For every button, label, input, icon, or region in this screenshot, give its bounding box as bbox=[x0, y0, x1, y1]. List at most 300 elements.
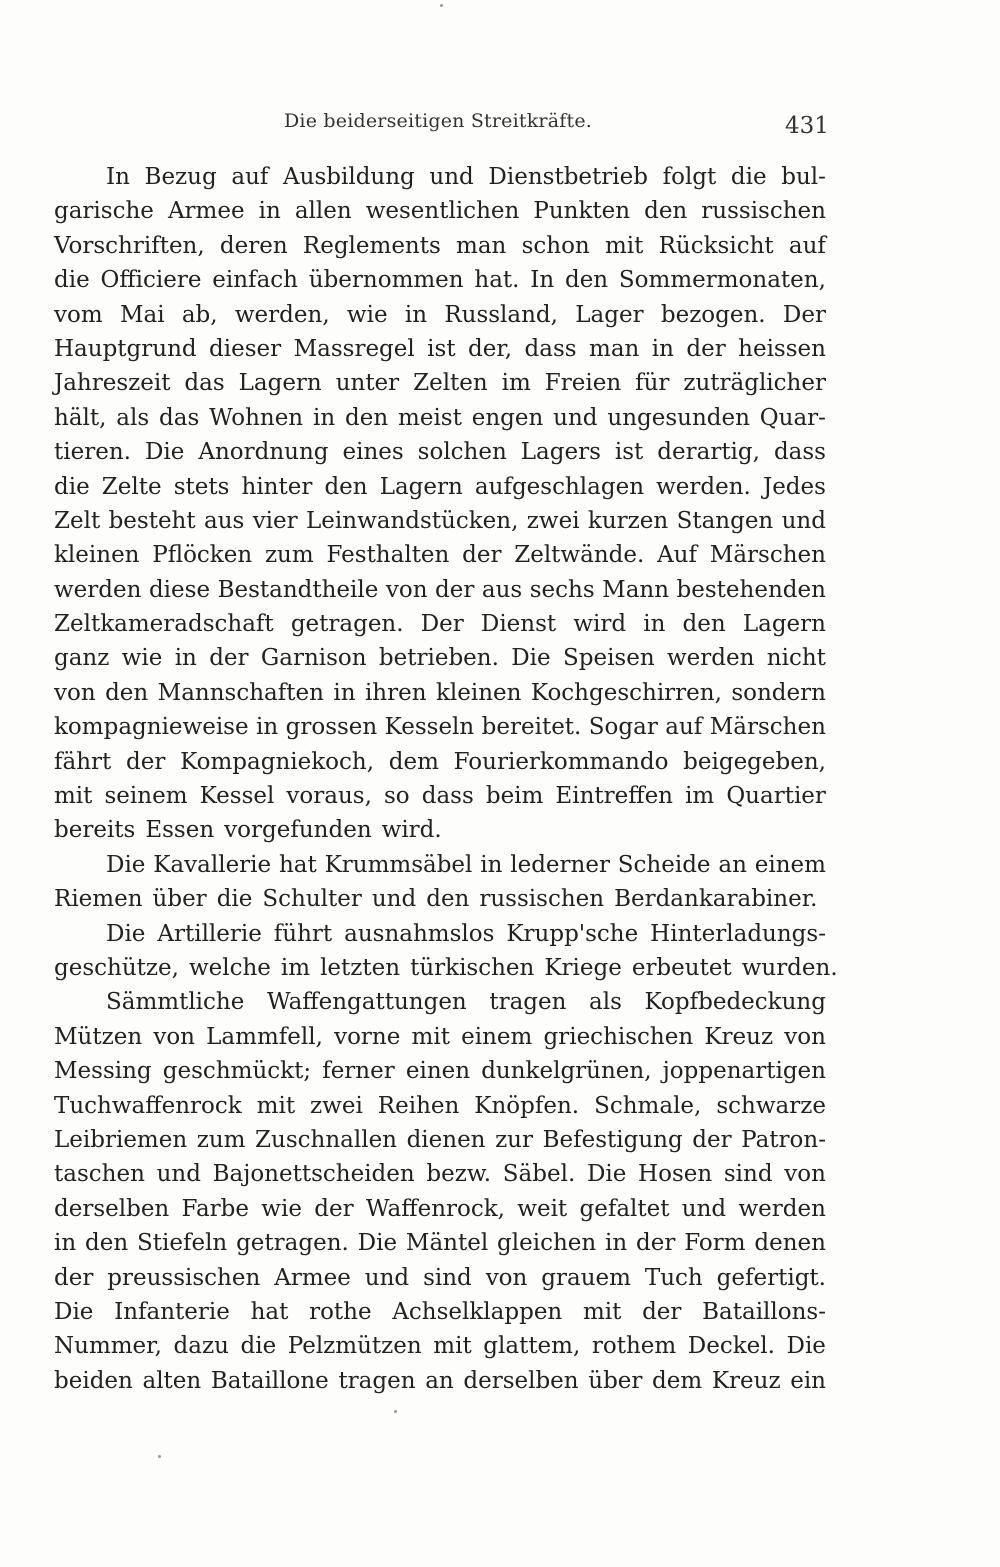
word: die bbox=[54, 473, 90, 500]
word: Waffengattungen bbox=[266, 989, 467, 1016]
word: ihren bbox=[364, 679, 427, 706]
word: vier bbox=[252, 507, 298, 534]
word: Märschen bbox=[709, 542, 826, 569]
word: Riemen bbox=[54, 886, 143, 913]
word: beiden bbox=[54, 1367, 133, 1394]
word: Kesseln bbox=[384, 714, 475, 741]
word: wesentlichen bbox=[365, 198, 520, 225]
word: Lammfell, bbox=[206, 1023, 323, 1050]
word: der bbox=[314, 1195, 354, 1222]
word: Russland, bbox=[444, 301, 558, 328]
word: solchen bbox=[417, 439, 507, 466]
word: die bbox=[54, 267, 90, 294]
word: Schulter bbox=[262, 886, 362, 913]
word: aus bbox=[481, 576, 523, 603]
word: In bbox=[106, 164, 130, 190]
word: folgt bbox=[662, 164, 717, 190]
text-line bbox=[54, 332, 826, 366]
word: an bbox=[425, 1367, 454, 1394]
word: Dienstbetrieb bbox=[488, 164, 648, 190]
word: Zeltwände. bbox=[514, 542, 645, 569]
word: ist bbox=[614, 439, 644, 466]
word: fährt bbox=[54, 748, 112, 775]
word: Tuchwaffenrock bbox=[54, 1092, 242, 1119]
word: Mützen bbox=[54, 1023, 143, 1050]
word: beim bbox=[485, 783, 544, 810]
word: der bbox=[209, 645, 249, 672]
text-line bbox=[54, 641, 826, 675]
word: Die bbox=[106, 851, 146, 878]
word: die bbox=[240, 1333, 277, 1360]
word: Mäntel bbox=[405, 1230, 489, 1257]
word: Infanterie bbox=[114, 1298, 230, 1325]
word: als bbox=[589, 989, 622, 1016]
word: Officiere bbox=[100, 267, 202, 294]
word: sechs bbox=[529, 576, 595, 603]
word: werden, bbox=[234, 301, 330, 328]
word: zwei bbox=[526, 507, 580, 534]
text-line bbox=[54, 882, 826, 916]
word: zum bbox=[196, 1126, 246, 1153]
word: man bbox=[589, 335, 640, 362]
word: und bbox=[371, 886, 417, 913]
word: Tuch bbox=[644, 1264, 703, 1291]
word: getragen. bbox=[290, 611, 404, 638]
text-line bbox=[54, 1329, 826, 1363]
word: Punkten bbox=[533, 198, 631, 225]
word: Zeltkameradschaft bbox=[54, 611, 274, 638]
word: und bbox=[364, 1264, 410, 1291]
word: bereits bbox=[54, 817, 136, 844]
text-line bbox=[54, 1020, 826, 1054]
word: welche bbox=[188, 954, 271, 981]
word: in bbox=[651, 335, 674, 362]
word: Kochgeschirren, bbox=[530, 679, 722, 706]
word: der bbox=[126, 748, 166, 775]
word: Lagern bbox=[238, 370, 322, 397]
word: lederner bbox=[510, 851, 610, 878]
word: bezogen. bbox=[660, 301, 766, 328]
word: Kessel bbox=[199, 783, 275, 810]
word: Zelten bbox=[413, 370, 488, 397]
text-line bbox=[54, 366, 826, 400]
word: dass bbox=[773, 439, 826, 466]
word: Hosen bbox=[638, 1161, 713, 1188]
word: von bbox=[153, 1023, 195, 1050]
word: werden. bbox=[656, 473, 751, 500]
word: bereitet. bbox=[481, 714, 582, 741]
word: so bbox=[383, 783, 410, 810]
word: Die bbox=[54, 1298, 94, 1325]
word: ab, bbox=[181, 301, 218, 328]
word: für bbox=[635, 370, 670, 397]
text-line bbox=[54, 745, 826, 779]
word: Form bbox=[684, 1230, 746, 1257]
word: bestehenden bbox=[676, 576, 826, 603]
text-line bbox=[54, 263, 826, 297]
word: in bbox=[54, 1230, 77, 1257]
word: Festhalten bbox=[326, 542, 450, 569]
word: auf bbox=[788, 232, 826, 259]
word: mit bbox=[256, 1092, 296, 1119]
word: Stangen bbox=[676, 507, 774, 534]
word: Zelte bbox=[101, 473, 162, 500]
word: Der bbox=[782, 301, 826, 328]
word: einem bbox=[754, 851, 826, 878]
word: heissen bbox=[738, 335, 826, 362]
text-line bbox=[54, 1157, 826, 1191]
word: Krummsäbel bbox=[324, 851, 473, 878]
word: dass bbox=[524, 335, 577, 362]
word: voraus, bbox=[286, 783, 372, 810]
word: vorne bbox=[334, 1023, 401, 1050]
text-line bbox=[54, 1123, 826, 1157]
word: Achselklappen bbox=[392, 1298, 563, 1325]
word: über bbox=[152, 886, 207, 913]
word: wurden. bbox=[741, 954, 838, 981]
word: der bbox=[462, 542, 502, 569]
text-line bbox=[54, 607, 826, 641]
word: der bbox=[642, 1298, 682, 1325]
word: taschen bbox=[54, 1161, 145, 1188]
word: Quar- bbox=[759, 404, 826, 431]
word: von bbox=[385, 576, 428, 603]
word: das bbox=[159, 404, 200, 431]
word: dunkelgrünen, bbox=[481, 1058, 652, 1085]
word: werden bbox=[667, 645, 755, 672]
word: seinem bbox=[104, 783, 188, 810]
word: stets bbox=[173, 473, 230, 500]
word: Märschen bbox=[709, 714, 826, 741]
word: Die bbox=[357, 1230, 398, 1257]
word: von bbox=[784, 1023, 826, 1050]
word: schon bbox=[521, 232, 590, 259]
word: Vorschriften, bbox=[54, 232, 205, 259]
word: und bbox=[156, 1161, 201, 1188]
word: Lagers bbox=[520, 439, 601, 466]
word: derartig, bbox=[657, 439, 760, 466]
word: im bbox=[280, 954, 311, 981]
word: Bataillons- bbox=[702, 1298, 826, 1325]
text-line bbox=[54, 1192, 826, 1226]
word: schwarze bbox=[716, 1092, 826, 1119]
word: dem bbox=[388, 748, 439, 775]
word: garische bbox=[54, 198, 154, 225]
word: Berdankarabiner. bbox=[614, 886, 818, 913]
word: Quartier bbox=[726, 783, 826, 810]
word: Hauptgrund bbox=[54, 335, 197, 362]
word: Lagern bbox=[742, 611, 826, 638]
word: sind bbox=[723, 1161, 773, 1188]
text-line bbox=[54, 194, 826, 228]
word: bezw. bbox=[426, 1161, 492, 1188]
word: Die bbox=[144, 439, 185, 466]
text-line bbox=[54, 1054, 826, 1088]
word: deren bbox=[219, 232, 288, 259]
word: Reihen bbox=[377, 1092, 460, 1119]
word: Massregel bbox=[293, 335, 415, 362]
word: Auf bbox=[657, 542, 697, 569]
word: in bbox=[174, 645, 197, 672]
text-line bbox=[54, 1261, 826, 1295]
word: kleinen bbox=[435, 679, 522, 706]
word: mit bbox=[411, 1023, 450, 1050]
word: und bbox=[781, 507, 826, 534]
word: Kriege bbox=[544, 954, 622, 981]
word: zuträglicher bbox=[683, 370, 826, 397]
word: Freien bbox=[544, 370, 622, 397]
word: in bbox=[404, 301, 428, 328]
word: man bbox=[456, 232, 507, 259]
word: Mann bbox=[602, 576, 670, 603]
word: den bbox=[345, 404, 389, 431]
word: Deckel. bbox=[687, 1333, 775, 1360]
word: Speisen bbox=[562, 645, 655, 672]
text-line bbox=[54, 1364, 826, 1398]
word: Die bbox=[586, 1161, 627, 1188]
word: geschütze, bbox=[54, 954, 179, 981]
print-speck bbox=[394, 1410, 397, 1413]
word: Sogar bbox=[588, 714, 658, 741]
print-speck bbox=[158, 1455, 161, 1458]
word: den bbox=[85, 1230, 129, 1257]
word: Die bbox=[786, 1333, 826, 1360]
word: kurzen bbox=[587, 507, 669, 534]
word: rothem bbox=[591, 1333, 677, 1360]
word: Befestigung bbox=[542, 1126, 683, 1153]
word: ungesunden bbox=[607, 404, 750, 431]
word: In bbox=[530, 267, 555, 294]
word: übernommen bbox=[308, 267, 464, 294]
body-text bbox=[54, 160, 838, 1398]
word: Lager bbox=[575, 301, 644, 328]
word: Pelzmützen bbox=[287, 1333, 422, 1360]
word: zum bbox=[264, 542, 314, 569]
word: Hinterladungs- bbox=[650, 920, 826, 947]
word: auf bbox=[665, 714, 703, 741]
text-line bbox=[54, 573, 826, 607]
word: der bbox=[686, 335, 726, 362]
word: sind bbox=[423, 1264, 472, 1291]
word: nicht bbox=[766, 645, 826, 672]
word: Sämmtliche bbox=[106, 989, 245, 1016]
text-line bbox=[54, 1089, 826, 1123]
word: Messing bbox=[54, 1058, 152, 1085]
word: mit bbox=[433, 1333, 472, 1360]
word: von bbox=[784, 1161, 826, 1188]
word: hat. bbox=[474, 267, 520, 294]
word: tragen bbox=[338, 1367, 416, 1394]
word: in bbox=[333, 679, 356, 706]
word: geschmückt; bbox=[162, 1058, 312, 1085]
text-line bbox=[54, 779, 826, 813]
word: Artillerie bbox=[157, 920, 262, 947]
word: und bbox=[429, 164, 474, 190]
word: werden bbox=[738, 1195, 826, 1222]
word: Armee bbox=[167, 198, 245, 225]
word: im bbox=[501, 370, 531, 397]
text-line bbox=[54, 538, 826, 572]
word: Fourierkommando bbox=[453, 748, 669, 775]
text-line bbox=[54, 985, 826, 1019]
word: ein bbox=[790, 1367, 826, 1394]
word: Die bbox=[106, 920, 146, 947]
word: eines bbox=[342, 439, 404, 466]
word: rothe bbox=[309, 1298, 372, 1325]
word: engen bbox=[471, 404, 544, 431]
page-number: 431 bbox=[785, 113, 829, 139]
word: Pflöcken bbox=[152, 542, 253, 569]
word: Krupp'sche bbox=[506, 920, 639, 947]
word: gleichen bbox=[497, 1230, 597, 1257]
word: Mai bbox=[119, 301, 165, 328]
word: an bbox=[718, 851, 747, 878]
text-line bbox=[54, 1295, 826, 1329]
word: Dienst bbox=[480, 611, 557, 638]
word: mit bbox=[54, 783, 93, 810]
word: werden bbox=[54, 576, 142, 603]
word: kompagnieweise bbox=[54, 714, 249, 741]
running-head: Die beiderseitigen Streitkräfte. bbox=[284, 110, 592, 132]
word: ist bbox=[427, 335, 456, 362]
word: türkischen bbox=[410, 954, 535, 981]
word: dazu bbox=[173, 1333, 229, 1360]
word: glattem, bbox=[483, 1333, 581, 1360]
word: der bbox=[692, 1126, 732, 1153]
word: aufgeschlagen bbox=[474, 473, 645, 500]
word: Säbel. bbox=[502, 1161, 576, 1188]
word: Eintreffen bbox=[555, 783, 673, 810]
text-line bbox=[54, 1226, 826, 1260]
word: preussischen bbox=[107, 1264, 261, 1291]
word: Patron- bbox=[741, 1126, 826, 1153]
word: dass bbox=[421, 783, 474, 810]
word: dieser bbox=[209, 335, 282, 362]
word: auf bbox=[231, 164, 269, 190]
word: Kreuz bbox=[711, 1367, 781, 1394]
word: unter bbox=[335, 370, 400, 397]
word: Kavallerie bbox=[153, 851, 272, 878]
word: aus bbox=[203, 507, 245, 534]
word: derselben bbox=[463, 1367, 579, 1394]
word: Bezug bbox=[144, 164, 217, 190]
word: kleinen bbox=[54, 542, 140, 569]
word: Leinwandstücken, bbox=[306, 507, 519, 534]
word: einem bbox=[461, 1023, 533, 1050]
word: vorgefunden bbox=[224, 817, 372, 844]
word: Essen bbox=[145, 817, 215, 844]
word: Zelt bbox=[54, 507, 101, 534]
word: Reglements bbox=[302, 232, 441, 259]
word: derselben bbox=[54, 1195, 170, 1222]
word: tieren. bbox=[54, 439, 131, 466]
word: einen bbox=[405, 1058, 471, 1085]
word: der bbox=[54, 1264, 94, 1291]
word: Jedes bbox=[762, 473, 826, 500]
word: Ausbildung bbox=[283, 164, 415, 190]
word: russischen bbox=[479, 886, 605, 913]
word: alten bbox=[142, 1367, 202, 1394]
word: der bbox=[435, 576, 475, 603]
word: diese bbox=[148, 576, 211, 603]
word: in bbox=[258, 198, 281, 225]
text-line bbox=[54, 229, 826, 263]
word: Bataillone bbox=[210, 1367, 329, 1394]
word: wie bbox=[261, 1195, 302, 1222]
print-speck bbox=[440, 4, 443, 7]
text-line bbox=[54, 435, 826, 469]
word: über bbox=[588, 1367, 643, 1394]
word: von bbox=[54, 679, 96, 706]
text-line bbox=[54, 160, 826, 194]
word: gefertigt. bbox=[716, 1264, 826, 1291]
text-line bbox=[54, 813, 826, 847]
word: Nummer, bbox=[54, 1333, 162, 1360]
word: ganz bbox=[54, 645, 110, 672]
word: der bbox=[636, 1230, 676, 1257]
word: Schmale, bbox=[594, 1092, 702, 1119]
word: getragen. bbox=[236, 1230, 349, 1257]
word: Stiefeln bbox=[136, 1230, 228, 1257]
text-line bbox=[54, 951, 838, 985]
text-line bbox=[54, 917, 826, 951]
word: tragen bbox=[489, 989, 567, 1016]
word: beigegeben, bbox=[683, 748, 826, 775]
word: den bbox=[426, 886, 470, 913]
word: Der bbox=[420, 611, 464, 638]
word: den bbox=[682, 611, 726, 638]
word: Lagern bbox=[379, 473, 463, 500]
word: Anordnung bbox=[198, 439, 329, 466]
text-line bbox=[54, 401, 826, 435]
text-line bbox=[54, 676, 826, 710]
word: in bbox=[643, 611, 666, 638]
word: Kompagniekoch, bbox=[180, 748, 375, 775]
word: denen bbox=[754, 1230, 826, 1257]
word: vom bbox=[54, 301, 103, 328]
word: der, bbox=[468, 335, 513, 362]
word: in bbox=[312, 404, 336, 431]
word: betrieben. bbox=[378, 645, 499, 672]
word: mit bbox=[604, 232, 644, 259]
word: meist bbox=[398, 404, 462, 431]
word: grossen bbox=[285, 714, 378, 741]
word: gefaltet bbox=[579, 1195, 670, 1222]
word: und bbox=[681, 1195, 727, 1222]
word: die bbox=[216, 886, 253, 913]
word: hat bbox=[278, 851, 317, 878]
word: ferner bbox=[322, 1058, 395, 1085]
word: Garnison bbox=[260, 645, 367, 672]
word: Kopfbedeckung bbox=[644, 989, 826, 1016]
word: das bbox=[184, 370, 225, 397]
word: von bbox=[485, 1264, 528, 1291]
word: mit bbox=[582, 1298, 622, 1325]
word: hinter bbox=[241, 473, 313, 500]
word: einfach bbox=[212, 267, 298, 294]
word: grauem bbox=[541, 1264, 631, 1291]
word: Bajonettscheiden bbox=[212, 1161, 415, 1188]
word: weit bbox=[517, 1195, 568, 1222]
word: im bbox=[685, 783, 715, 810]
word: Rücksicht bbox=[658, 232, 774, 259]
word: Sommermonaten, bbox=[618, 267, 826, 294]
text-line bbox=[54, 848, 826, 882]
word: Wohnen bbox=[209, 404, 304, 431]
word: und bbox=[553, 404, 598, 431]
word: den bbox=[644, 198, 688, 225]
word: wie bbox=[121, 645, 163, 672]
